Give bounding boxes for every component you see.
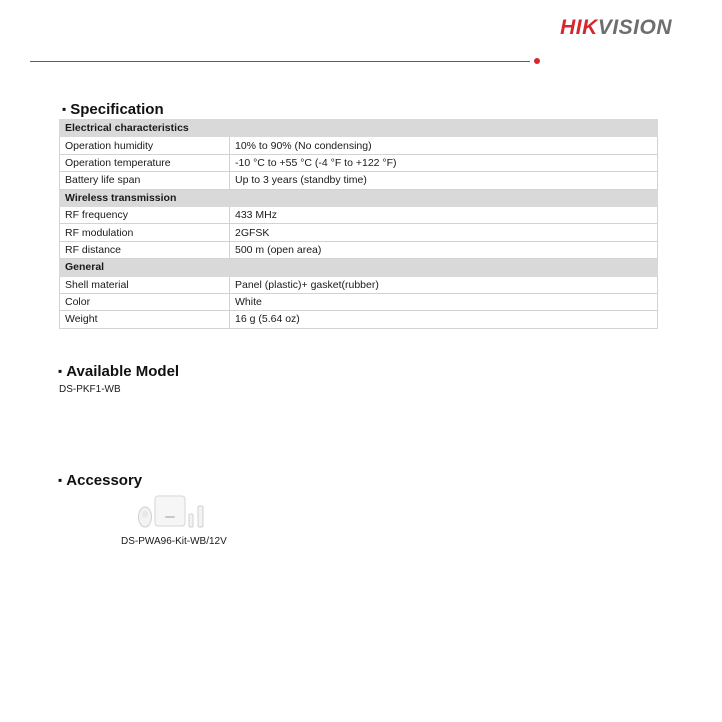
spec-value: 500 m (open area)	[230, 241, 658, 258]
spec-value: Up to 3 years (standby time)	[230, 172, 658, 189]
available-model-heading	[58, 363, 179, 380]
available-model-heading-text: Available Model	[66, 363, 180, 380]
brand-logo-vision: VISION	[597, 16, 672, 39]
spec-label: Weight	[60, 311, 230, 328]
spec-value: 433 MHz	[230, 206, 658, 223]
door-contact-icon	[189, 506, 203, 527]
spec-value: -10 °C to +55 °C (-4 °F to +122 °F)	[230, 154, 658, 171]
spec-group-name: General	[60, 259, 658, 276]
spec-label: RF distance	[60, 241, 230, 258]
spec-row	[60, 137, 658, 154]
motion-detector-icon	[139, 507, 152, 527]
spec-value: 2GFSK	[230, 224, 658, 241]
spec-row	[60, 293, 658, 310]
spec-value: White	[230, 293, 658, 310]
spec-group-row	[60, 189, 658, 206]
spec-row	[60, 206, 658, 223]
spec-group-name: Electrical characteristics	[60, 120, 658, 137]
spec-label: RF frequency	[60, 206, 230, 223]
spec-group-row	[60, 120, 658, 137]
spec-label: Operation temperature	[60, 154, 230, 171]
brand-logo-hik: HIK	[560, 16, 598, 39]
spec-row	[60, 224, 658, 241]
spec-row	[60, 311, 658, 328]
spec-label: Shell material	[60, 276, 230, 293]
spec-row	[60, 154, 658, 171]
available-model-name: DS-PKF1-WB	[59, 384, 121, 395]
spec-label: RF modulation	[60, 224, 230, 241]
spec-row	[60, 241, 658, 258]
spec-group-row	[60, 259, 658, 276]
specification-heading-text: Specification	[70, 101, 164, 118]
header-rule	[30, 61, 530, 62]
specification-heading	[62, 101, 164, 118]
header-rule-dot	[534, 58, 540, 64]
brand-logo	[560, 16, 672, 40]
spec-label: Color	[60, 293, 230, 310]
bullet-icon: ▪	[58, 364, 63, 378]
accessory-name: DS-PWA96-Kit-WB/12V	[121, 536, 227, 547]
accessory-kit-image	[135, 494, 211, 530]
specification-table	[59, 119, 658, 329]
spec-group-name: Wireless transmission	[60, 189, 658, 206]
spec-label: Battery life span	[60, 172, 230, 189]
bullet-icon: ▪	[62, 102, 67, 116]
alarm-hub-icon	[155, 496, 185, 526]
spec-row	[60, 276, 658, 293]
accessory-heading	[58, 472, 142, 489]
spec-row	[60, 172, 658, 189]
spec-value: 16 g (5.64 oz)	[230, 311, 658, 328]
bullet-icon: ▪	[58, 473, 63, 487]
spec-label: Operation humidity	[60, 137, 230, 154]
spec-value: Panel (plastic)+ gasket(rubber)	[230, 276, 658, 293]
spec-value: 10% to 90% (No condensing)	[230, 137, 658, 154]
accessory-heading-text: Accessory	[66, 472, 143, 489]
